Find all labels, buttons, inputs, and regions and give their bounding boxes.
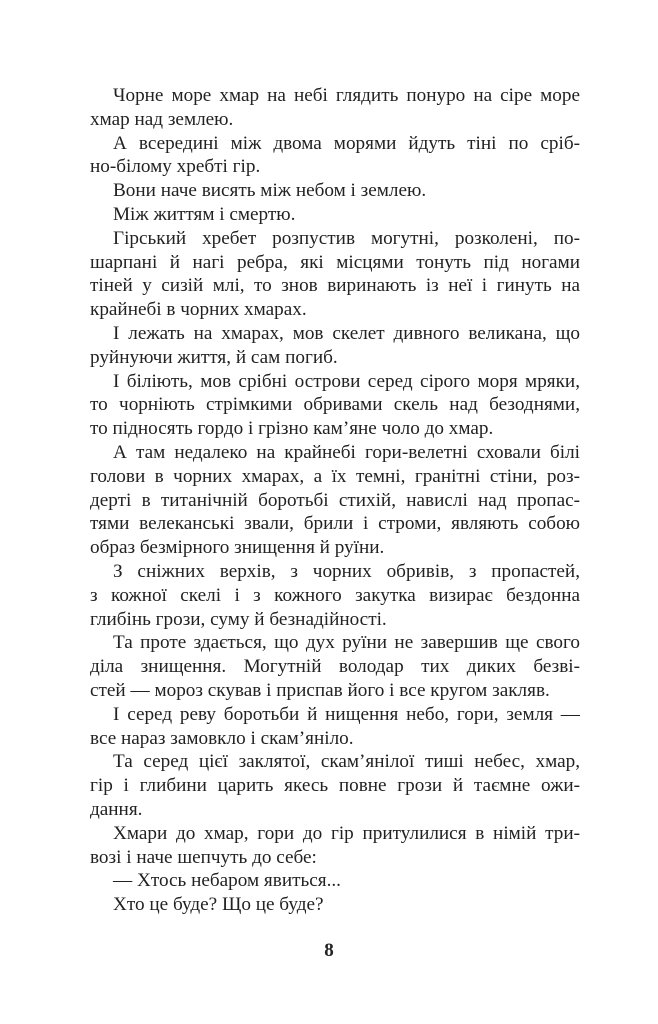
text-line: Та серед цієї заклятої, скам’янілої тиші небес, хмар, (113, 751, 580, 773)
paragraph (90, 441, 580, 560)
text-line: з кожної скелі і з кожного закутка визирає бездонна (90, 584, 580, 606)
paragraph (90, 84, 580, 132)
text-line: А там недалеко на крайнебі гори-велетні сховали білі (113, 441, 580, 463)
text-line: Чорне море хмар на небі глядить понуро на сіре море (113, 85, 580, 106)
paragraph (90, 750, 580, 821)
paragraph (90, 132, 580, 180)
paragraph (90, 227, 580, 322)
text-line: но-білому хребті гір. (90, 156, 261, 178)
text-line: Та проте здається, що дух руїни не завершив ще свого (113, 632, 580, 654)
text-line: крайнебі в чорних хмарах. (90, 299, 307, 321)
paragraph (90, 370, 580, 441)
text-line: дання. (90, 798, 143, 820)
text-line: шарпані й нагі ребра, які місцями тонуть під ногами (90, 251, 580, 273)
text-line: Гірський хребет розпустив могутні, розколені, по- (113, 227, 580, 249)
text-line: тями велеканські звали, брили і строми, являють собою (90, 513, 580, 535)
text-line: Хто це буде? Що це буде? (113, 894, 324, 916)
paragraph (90, 203, 580, 227)
text-line: І лежать на хмарах, мов скелет дивного великана, що (113, 322, 580, 344)
text-line: І біліють, мов срібні острови серед сірого моря мряки, (113, 370, 580, 392)
text-line: образ безмірного знищення й руїни. (90, 537, 385, 559)
paragraph (90, 560, 580, 631)
paragraph (90, 322, 580, 370)
text-line: то чорніють стрімкими обривами скель над безоднями, (90, 394, 580, 416)
text-line: гір і глибини царить якесь повне грози й таємне ожи- (90, 775, 580, 797)
text-line: діла знищення. Могутній володар тих диких безві- (90, 656, 580, 678)
text-line: стей — мороз скував і приспав його і все кругом закляв. (90, 679, 550, 701)
text-line: — Хтось небаром явиться... (113, 870, 341, 892)
paragraph (90, 703, 580, 751)
text-line: дерті в титанічній боротьбі стихій, навислі над пропас- (90, 489, 580, 511)
paragraph (90, 869, 580, 893)
page-number: 8 (324, 940, 334, 961)
body-text (90, 84, 580, 917)
text-line: все нараз замовкло і скам’яніло. (90, 727, 354, 749)
paragraph (90, 631, 580, 702)
paragraph (90, 893, 580, 917)
text-line: возі і наче шепчуть до себе: (90, 846, 317, 868)
text-line: А всередині між двома морями йдуть тіні по сріб- (113, 132, 580, 154)
text-line: тіней у сизій млі, то знов виринають із неї і гинуть на (90, 275, 580, 297)
text-line: то підносять гордо і грізно кам’яне чоло до хмар. (90, 418, 494, 440)
text-line: З сніжних верхів, з чорних обривів, з пропастей, (113, 560, 580, 582)
text-line: голови в чорних хмарах, а їх темні, гранітні стіни, роз- (90, 465, 580, 487)
text-line: Між життям і смертю. (113, 203, 296, 225)
text-line: руйнуючи життя, й сам погиб. (90, 346, 338, 368)
text-line: Хмари до хмар, гори до гір притулилися в німій три- (113, 822, 580, 844)
paragraph (90, 822, 580, 870)
text-line: хмар над землею. (90, 108, 234, 130)
text-line: І серед реву боротьби й нищення небо, гори, земля — (113, 703, 580, 725)
text-line: глибінь грози, суму й безнадійності. (90, 608, 387, 630)
text-line: Вони наче висять між небом і землею. (113, 180, 427, 202)
paragraph (90, 179, 580, 203)
